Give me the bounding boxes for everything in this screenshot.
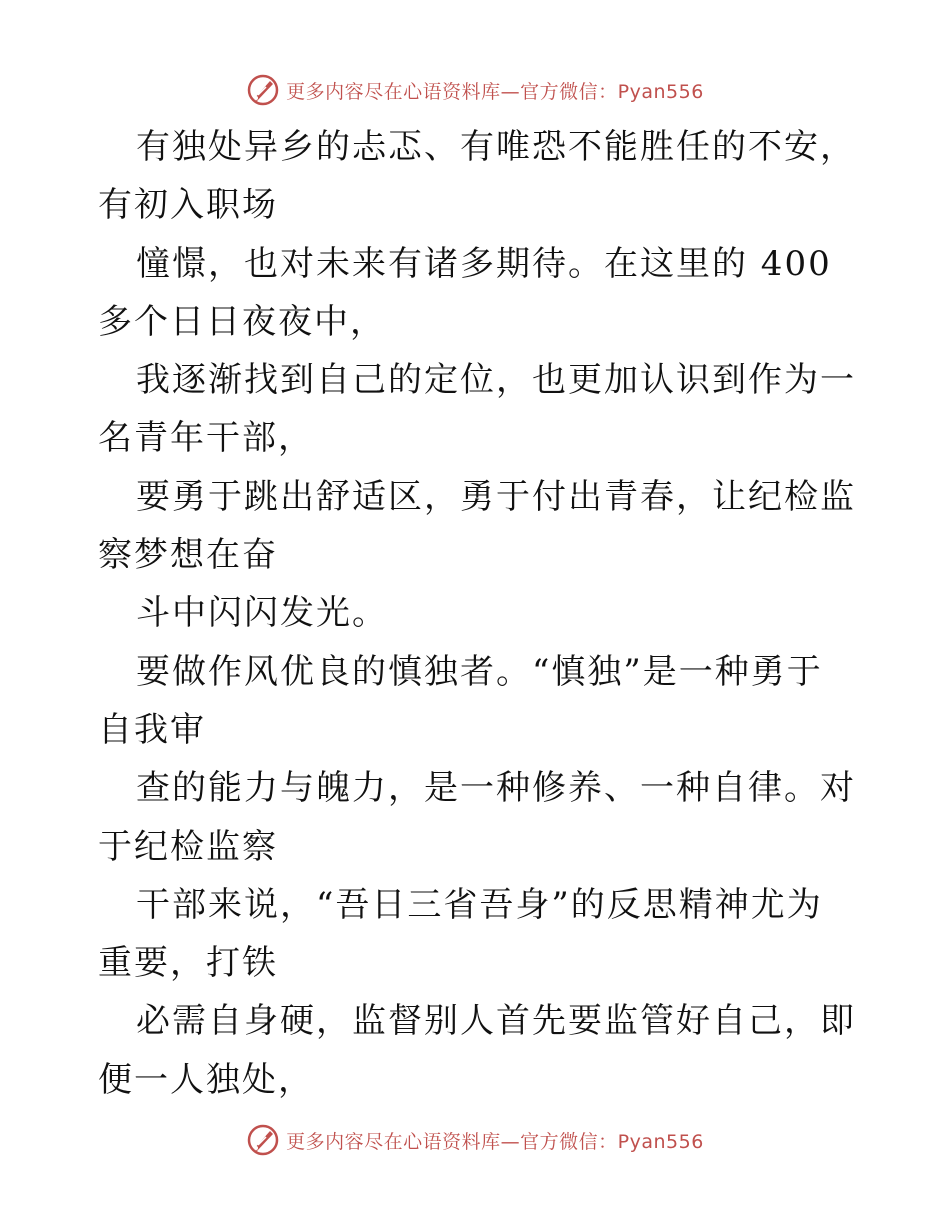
header-banner-text: 更多内容尽在心语资料库—官方微信：Pyan556	[286, 80, 704, 103]
paragraph-2: 憧憬，也对未来有诸多期待。在这里的 400 多个日日夜夜中，	[98, 243, 845, 342]
paragraph-6: 要做作风优良的慎独者。“慎独”是一种勇于自我审	[98, 651, 823, 750]
paragraph-1: 有独处异乡的忐忑、有唯恐不能胜任的不安，有初入职场	[98, 127, 856, 226]
footer-banner	[0, 1120, 950, 1160]
paragraph-9: 必需自身硬，监督别人首先要监管好自己，即便一人独处，	[98, 1001, 856, 1100]
quill-pen-logo-icon	[246, 73, 280, 107]
paragraph-5: 斗中闪闪发光。	[136, 593, 388, 634]
paragraph-3: 我逐渐找到自己的定位，也更加认识到作为一名青年干部，	[98, 360, 856, 459]
paragraph-7: 查的能力与魄力，是一种修养、一种自律。对于纪检监察	[98, 768, 856, 867]
paragraph-4: 要勇于跳出舒适区，勇于付出青春，让纪检监察梦想在奋	[98, 476, 856, 576]
paragraph-8: 干部来说，“吾日三省吾身”的反思精神尤为重要，打铁	[98, 884, 823, 984]
footer-banner-text: 更多内容尽在心语资料库—官方微信：Pyan556	[286, 1130, 704, 1153]
header-banner	[0, 70, 950, 110]
quill-pen-logo-icon	[246, 1123, 280, 1157]
document-body	[98, 118, 858, 1109]
